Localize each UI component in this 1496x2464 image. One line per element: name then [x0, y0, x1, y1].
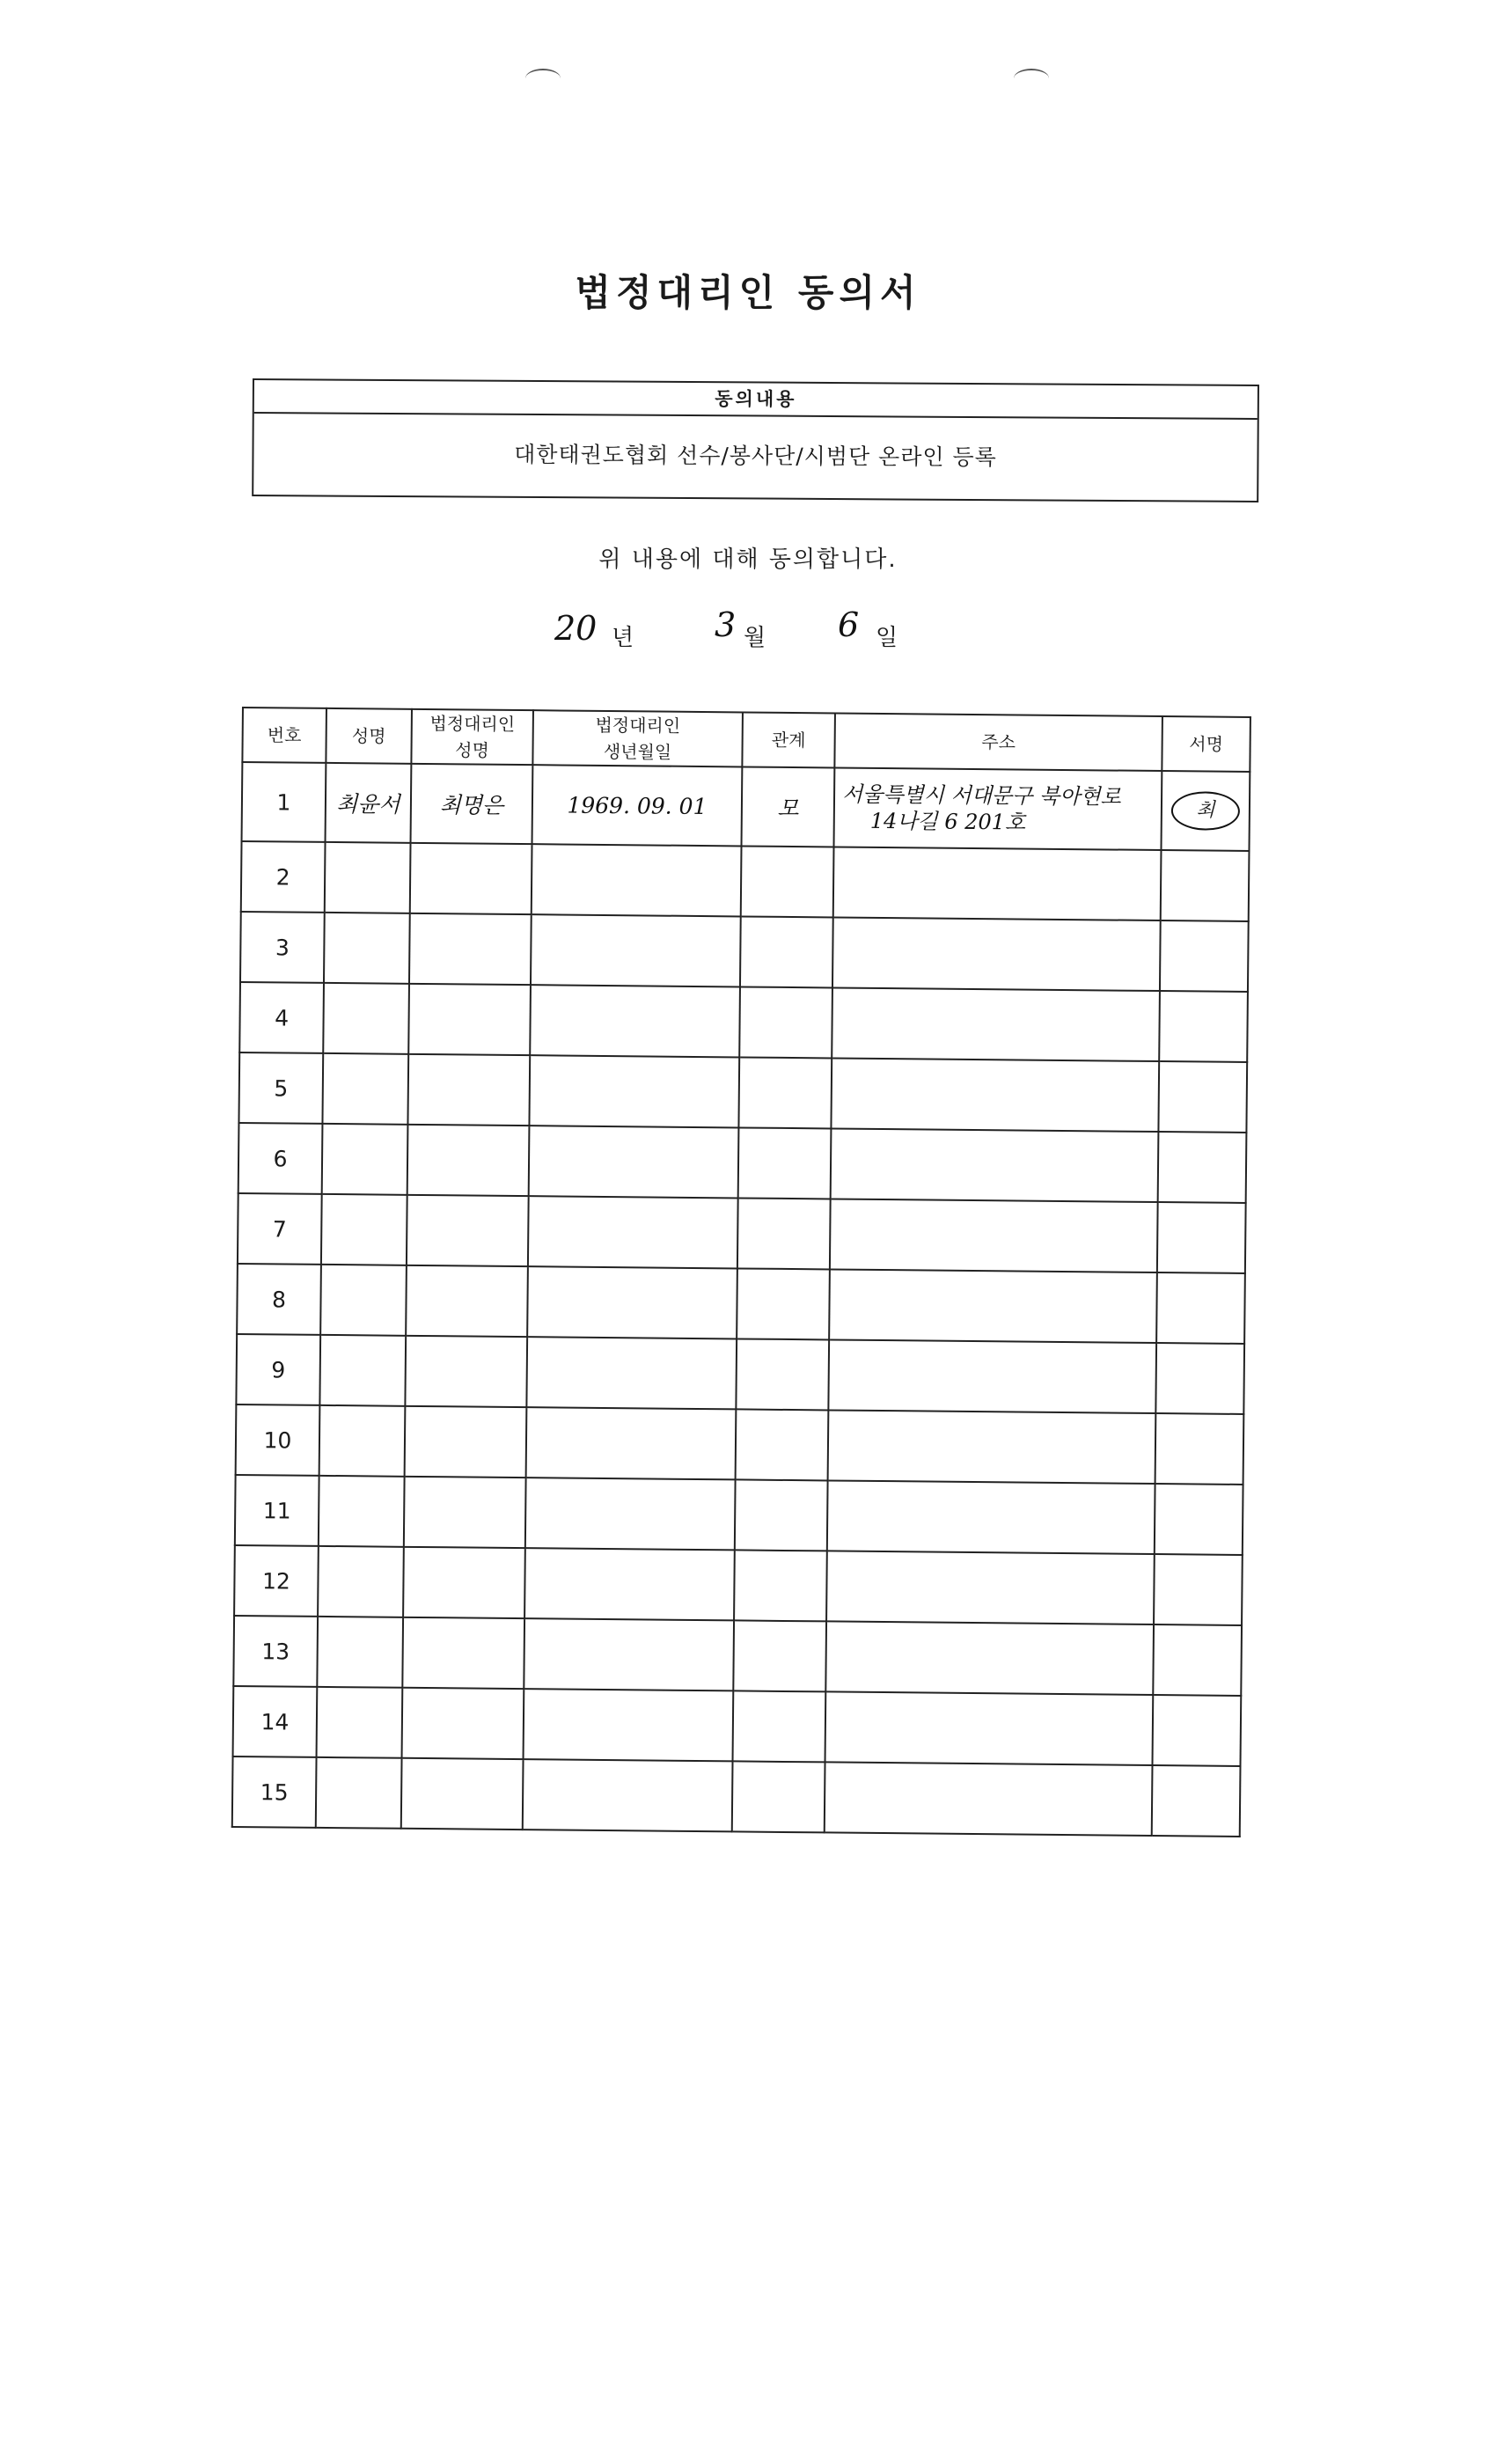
cell-name [322, 1053, 408, 1125]
cell-guardian-name [403, 1547, 525, 1618]
cell-address [831, 1128, 1159, 1202]
date-month-unit: 월 [744, 625, 766, 651]
table-row [238, 1123, 1247, 1203]
cell-guardian-name [402, 1617, 524, 1689]
cell-no: 7 [238, 1193, 322, 1265]
signature-mark: 최 [1171, 791, 1240, 831]
agreement-text: 위 내용에 대해 동의합니다. [598, 546, 898, 573]
registration-table [231, 707, 1251, 1837]
cell-guardian-birth [524, 1618, 734, 1690]
cell-signature [1158, 1132, 1247, 1203]
cell-guardian-birth [532, 844, 742, 916]
header-guardian-birth-line1: 법정대리인 [595, 714, 681, 737]
date-day-unit: 일 [876, 625, 898, 651]
table-row [237, 1264, 1245, 1344]
date-year-unit: 년 [612, 625, 634, 651]
cell-name [317, 1687, 403, 1758]
cell-no: 5 [238, 1052, 323, 1124]
cell-guardian-birth [523, 1759, 733, 1831]
cell-name [325, 842, 411, 913]
cell-relation [733, 1690, 826, 1762]
cell-name [319, 1405, 406, 1477]
cell-signature [1155, 1413, 1244, 1485]
cell-no: 14 [233, 1686, 318, 1757]
cell-relation [737, 1268, 830, 1339]
cell-guardian-birth [526, 1407, 737, 1479]
cell-guardian-name [405, 1406, 527, 1478]
cell-signature [1155, 1484, 1243, 1555]
cell-address [833, 847, 1162, 920]
cell-relation [735, 1479, 828, 1551]
cell-name [320, 1265, 407, 1336]
cell-signature [1159, 991, 1248, 1062]
cell-no: 1 [242, 762, 326, 842]
cell-name [322, 1124, 408, 1195]
cell-no: 12 [234, 1545, 319, 1617]
table-row [233, 1686, 1242, 1766]
cell-no: 4 [239, 982, 324, 1053]
cell-address [828, 1410, 1156, 1484]
cell-address-line1: 서울특별시 서대문구 북아현로 [841, 781, 1121, 810]
cell-address [829, 1269, 1157, 1343]
header-guardian-name-line1: 법정대리인 [429, 713, 516, 735]
cell-address [825, 1691, 1154, 1765]
cell-signature [1152, 1765, 1241, 1837]
cell-guardian-birth: 1969. 09. 01 [532, 765, 743, 846]
cell-signature [1153, 1695, 1242, 1766]
cell-signature [1155, 1343, 1244, 1414]
cell-relation [740, 916, 833, 987]
document-title: 법정대리인 동의서 [575, 271, 921, 314]
table-row [235, 1475, 1243, 1555]
table-row [236, 1404, 1244, 1485]
header-guardian-birth-line2: 생년월일 [603, 740, 672, 763]
cell-name: 최윤서 [326, 763, 412, 843]
cell-address [828, 1339, 1156, 1413]
cell-relation [732, 1761, 825, 1832]
cell-name [324, 913, 410, 984]
table-row [232, 1756, 1241, 1837]
cell-no: 8 [237, 1264, 321, 1335]
cell-guardian-name [404, 1477, 526, 1548]
cell-address [825, 1762, 1153, 1836]
table-row [240, 912, 1249, 992]
cell-relation [737, 1198, 831, 1269]
cell-name [318, 1546, 404, 1617]
cell-guardian-birth [531, 914, 741, 986]
cell-relation [738, 1127, 832, 1199]
cell-no: 15 [232, 1756, 317, 1828]
table-row [233, 1616, 1242, 1696]
date-year-handwritten: 20 [554, 609, 598, 648]
date-line [0, 607, 1496, 660]
cell-relation [739, 986, 832, 1058]
cell-guardian-name [406, 1265, 528, 1337]
cell-address [825, 1621, 1154, 1695]
table-row [241, 841, 1250, 921]
table-row [242, 762, 1250, 851]
cell-no: 9 [236, 1334, 320, 1405]
cell-guardian-birth [528, 1196, 738, 1268]
cell-address [830, 1199, 1158, 1272]
cell-address-line2: 14나길 6 201호 [869, 808, 1026, 835]
cell-no: 13 [233, 1616, 318, 1687]
cell-signature [1156, 1272, 1245, 1344]
punch-hole-left [525, 69, 561, 88]
cell-signature [1161, 771, 1250, 851]
cell-no: 3 [240, 912, 325, 983]
cell-guardian-birth [524, 1689, 734, 1761]
header-signature: 서명 [1162, 716, 1250, 772]
cell-guardian-birth [527, 1266, 737, 1338]
cell-signature [1154, 1554, 1243, 1625]
cell-guardian-birth [525, 1478, 736, 1550]
cell-signature [1153, 1624, 1242, 1696]
cell-relation [736, 1409, 829, 1480]
table-row [234, 1545, 1243, 1625]
table-row [239, 982, 1248, 1062]
punch-hole-right [1014, 69, 1049, 88]
cell-relation [733, 1620, 826, 1691]
date-day-handwritten: 6 [838, 605, 860, 644]
cell-guardian-name [405, 1336, 527, 1407]
cell-guardian-name [409, 913, 532, 985]
header-relation: 관계 [742, 712, 835, 767]
cell-guardian-birth [524, 1548, 735, 1620]
cell-name [323, 983, 409, 1054]
cell-signature [1161, 850, 1250, 921]
cell-guardian-name [407, 1054, 530, 1126]
consent-content: 대한태권도협회 선수/봉사단/시범단 온라인 등록 [514, 441, 997, 471]
cell-name [319, 1476, 405, 1547]
cell-address [826, 1551, 1155, 1624]
table-row [238, 1052, 1247, 1133]
cell-name [317, 1617, 403, 1688]
cell-name [319, 1335, 406, 1406]
cell-relation [738, 1057, 832, 1128]
cell-address [831, 1058, 1159, 1132]
cell-guardian-name: 최명은 [411, 764, 533, 844]
consent-box [252, 378, 1259, 502]
cell-guardian-birth [530, 985, 740, 1057]
cell-guardian-name [401, 1758, 524, 1830]
cell-address [834, 767, 1162, 850]
cell-guardian-birth [526, 1337, 737, 1409]
cell-signature [1158, 1061, 1247, 1133]
cell-guardian-name [408, 984, 531, 1055]
cell-relation [734, 1550, 827, 1621]
cell-guardian-birth [529, 1055, 739, 1127]
cell-address [832, 987, 1160, 1061]
cell-name [321, 1194, 407, 1265]
header-guardian-name [411, 709, 533, 765]
cell-signature [1157, 1202, 1246, 1273]
table-row [238, 1193, 1246, 1273]
consent-header: 동의내용 [254, 380, 1258, 420]
cell-address [832, 917, 1161, 991]
header-no: 번호 [242, 708, 326, 763]
header-name: 성명 [326, 708, 412, 764]
cell-guardian-name [402, 1688, 524, 1759]
cell-relation [741, 846, 834, 917]
table-header-row [242, 708, 1250, 772]
cell-name [316, 1757, 402, 1829]
cell-signature [1160, 920, 1249, 992]
cell-no: 2 [241, 841, 326, 913]
table-row [236, 1334, 1244, 1414]
cell-relation: 모 [742, 766, 835, 847]
cell-guardian-name [407, 1195, 529, 1266]
cell-address [827, 1480, 1155, 1554]
header-address: 주소 [834, 713, 1162, 771]
cell-no: 11 [235, 1475, 319, 1546]
cell-guardian-name [410, 843, 532, 914]
header-guardian-name-line2: 성명 [455, 739, 489, 761]
date-month-handwritten: 3 [715, 605, 737, 644]
cell-guardian-name [407, 1125, 530, 1196]
header-guardian-birth [532, 710, 743, 766]
cell-no: 6 [238, 1123, 323, 1194]
cell-no: 10 [236, 1404, 320, 1476]
cell-guardian-birth [529, 1126, 739, 1198]
cell-relation [736, 1338, 829, 1410]
